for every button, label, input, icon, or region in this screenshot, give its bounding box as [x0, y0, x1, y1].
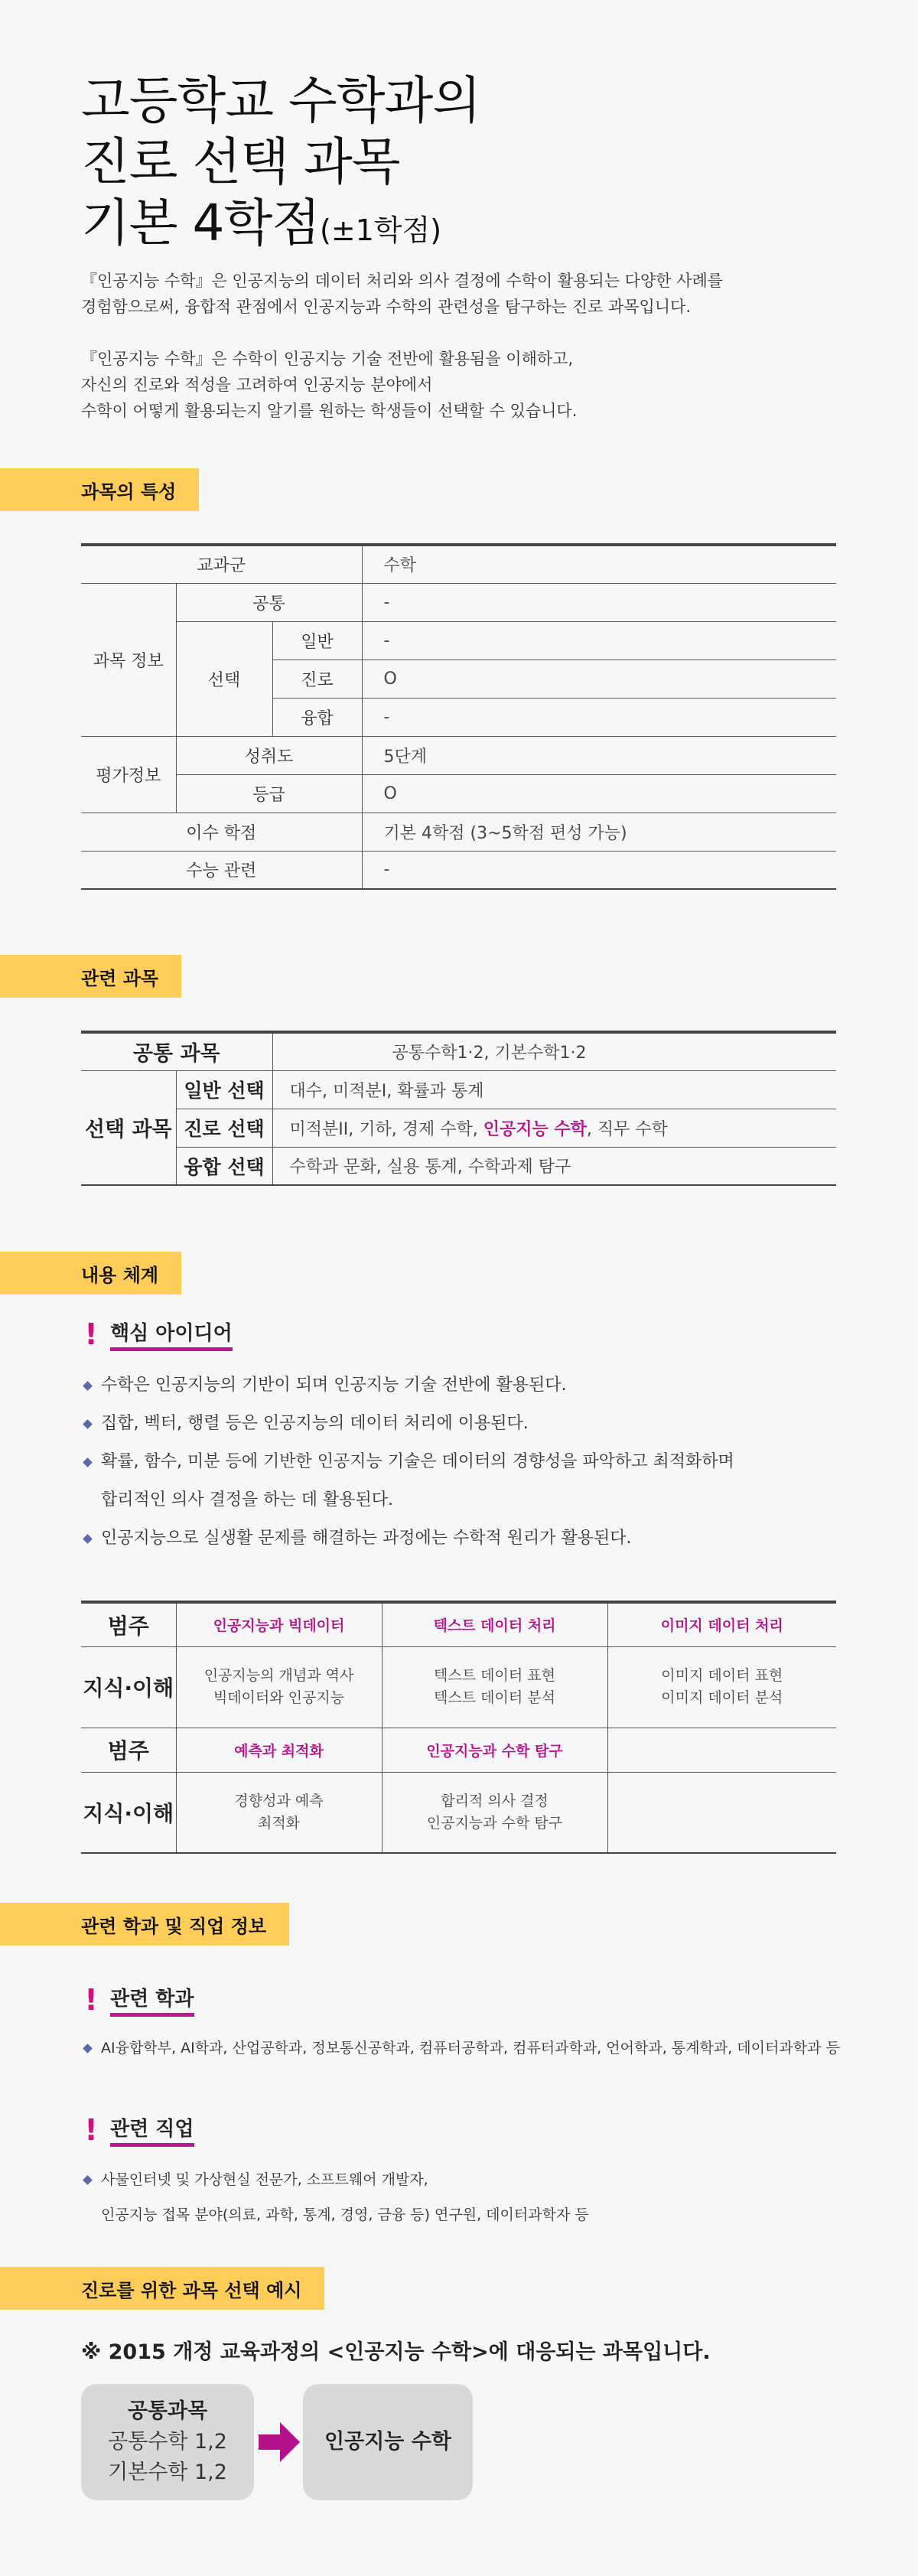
- table-row: [81, 813, 836, 851]
- table-row: [81, 1728, 836, 1772]
- row-value: -: [362, 621, 836, 659]
- box-line: 공통수학 1,2: [108, 2430, 227, 2454]
- cell-line: 인공지능과 수학 탐구: [426, 1814, 563, 1832]
- section-tab-related-subjects: 관련 과목: [0, 955, 181, 998]
- cell-line: 텍스트 데이터 분석: [434, 1689, 555, 1706]
- characteristics-table: [81, 543, 836, 890]
- category-cell: 텍스트 데이터 처리: [382, 1602, 607, 1646]
- right-arrow-icon: [259, 2422, 300, 2462]
- cell-line: 최적화: [257, 1814, 301, 1832]
- row-label: 수능 관련: [81, 851, 362, 889]
- section-tab-characteristics: 과목의 특성: [0, 468, 199, 511]
- row-label: 등급: [176, 774, 362, 813]
- intro-line: 자신의 진로와 적성을 고려하여 인공지능 분야에서: [81, 376, 433, 394]
- box-title: 인공지능 수학: [324, 2430, 451, 2454]
- cell-line: 합리적 의사 결정: [441, 1792, 549, 1809]
- table-row: [81, 1070, 836, 1109]
- row-value: [272, 1109, 836, 1147]
- intro-line: 수학이 어떻게 활용되는지 알기를 원하는 학생들이 선택할 수 있습니다.: [81, 402, 578, 420]
- table-row: [81, 736, 836, 774]
- table-row: [81, 583, 836, 621]
- title-line-1: 고등학교 수학과의: [81, 71, 481, 130]
- row-label: 이수 학점: [81, 813, 362, 851]
- row-label: 선택 과목: [81, 1070, 176, 1185]
- list-item: 수학은 인공지능의 기반이 되며 인공지능 기술 전반에 활용된다.: [81, 1366, 892, 1405]
- core-idea-heading: [81, 1317, 233, 1351]
- row-value: 공통수학1·2, 기본수학1·2: [272, 1032, 836, 1070]
- cell-line: 텍스트 데이터 표현: [434, 1667, 555, 1684]
- row-label: 진로: [272, 659, 362, 698]
- row-label: 지식·이해: [81, 1646, 176, 1728]
- knowledge-cell: [382, 1772, 607, 1853]
- table-row: [81, 774, 836, 813]
- curriculum-note: ※ 2015 개정 교육과정의 <인공지능 수학>에 대응되는 과목입니다.: [81, 2340, 711, 2364]
- common-course-box: [81, 2384, 254, 2500]
- row-value: 수학: [362, 545, 836, 583]
- list-item: 집합, 벡터, 행렬 등은 인공지능의 데이터 처리에 이용된다.: [81, 1405, 892, 1443]
- table-row: [81, 851, 836, 889]
- section-tab-careers: 관련 학과 및 직업 정보: [0, 1903, 289, 1946]
- knowledge-cell: [607, 1646, 836, 1728]
- intro-paragraph-1: [81, 268, 846, 320]
- highlighted-subject: 인공지능 수학: [483, 1119, 587, 1139]
- table-row: [81, 1646, 836, 1728]
- empty-cell: [607, 1728, 836, 1772]
- row-value: O: [362, 774, 836, 813]
- row-label: 평가정보: [81, 736, 176, 813]
- row-value: -: [362, 851, 836, 889]
- row-value: -: [362, 583, 836, 621]
- row-label: 성취도: [176, 736, 362, 774]
- list-item: 확률, 함수, 미분 등에 기반한 인공지능 기술은 데이터의 경향성을 파악하고 최적화하며: [81, 1443, 892, 1481]
- row-label: 일반: [272, 621, 362, 659]
- section-tab-course-example: 진로를 위한 과목 선택 예시: [0, 2267, 324, 2310]
- row-label: 공통 과목: [81, 1032, 272, 1070]
- section-tab-content-system: 내용 체계: [0, 1252, 181, 1295]
- category-cell: 이미지 데이터 처리: [607, 1602, 836, 1646]
- cell-line: 이미지 데이터 표현: [661, 1667, 783, 1684]
- row-value: O: [362, 659, 836, 698]
- row-label: 융합 선택: [176, 1147, 272, 1185]
- table-row: [81, 621, 836, 659]
- table-row: [81, 1772, 836, 1853]
- table-row: [81, 1147, 836, 1185]
- category-cell: 인공지능과 빅데이터: [176, 1602, 382, 1646]
- table-row: [81, 1109, 836, 1147]
- exclamation-icon: !: [84, 1983, 98, 2017]
- box-line: 기본수학 1,2: [108, 2460, 227, 2484]
- exclamation-icon: !: [84, 1317, 98, 1351]
- empty-cell: [607, 1772, 836, 1853]
- row-label: 지식·이해: [81, 1772, 176, 1853]
- title-line-2: 진로 선택 과목: [81, 132, 400, 191]
- box-title: 공통과목: [127, 2399, 208, 2423]
- title-line-3: [81, 193, 480, 261]
- core-idea-title: 핵심 아이디어: [110, 1317, 233, 1351]
- intro-line: 『인공지능 수학』은 수학이 인공지능 기술 전반에 활용됨을 이해하고,: [81, 350, 574, 368]
- list-item: AI융합학부, AI학과, 산업공학과, 정보통신공학과, 컴퓨터공학과, 컴퓨터과학과, 언어학과, 통계학과, 데이터과학과 등: [81, 2031, 892, 2066]
- row-label: 일반 선택: [176, 1070, 272, 1109]
- jobs-heading: [81, 2113, 194, 2147]
- row-value: 기본 4학점 (3~5학점 편성 가능): [362, 813, 836, 851]
- jobs-list: [81, 2162, 892, 2232]
- title-credit: 기본 4학점: [81, 194, 320, 252]
- cell-line: 인공지능의 개념과 역사: [203, 1667, 354, 1684]
- category-cell: 예측과 최적화: [176, 1728, 382, 1772]
- table-row: [81, 1032, 836, 1070]
- jobs-title: 관련 직업: [110, 2113, 194, 2147]
- cell-line: 경향성과 예측: [234, 1792, 324, 1809]
- title-credit-range: (±1학점): [320, 213, 442, 247]
- row-label: 선택: [176, 621, 272, 736]
- row-label: 융합: [272, 698, 362, 736]
- list-item-continuation: 인공지능 접목 분야(의료, 과학, 통계, 경영, 금융 등) 연구원, 데이터과학자 등: [101, 2206, 589, 2223]
- core-idea-list: [81, 1366, 892, 1558]
- cell-line: 이미지 데이터 분석: [661, 1689, 783, 1706]
- career-subjects: 미적분II, 기하, 경제 수학,: [289, 1119, 483, 1139]
- departments-heading: [81, 1983, 194, 2017]
- row-value: -: [362, 698, 836, 736]
- row-label: 공통: [176, 583, 362, 621]
- knowledge-cell: [176, 1772, 382, 1853]
- departments-list: [81, 2031, 892, 2066]
- row-label: 범주: [81, 1728, 176, 1772]
- intro-line: 경험함으로써, 융합적 관점에서 인공지능과 수학의 관련성을 탐구하는 진로 과목입니다.: [81, 298, 692, 316]
- row-value: 수학과 문화, 실용 통계, 수학과제 탐구: [272, 1147, 836, 1185]
- career-subjects-rest: , 직무 수학: [586, 1119, 668, 1139]
- list-item-continuation: 합리적인 의사 결정을 하는 데 활용된다.: [101, 1490, 393, 1509]
- row-value: 대수, 미적분I, 확률과 통계: [272, 1070, 836, 1109]
- intro-line: 『인공지능 수학』은 인공지능의 데이터 처리와 의사 결정에 수학이 활용되는 다양한 사례를: [81, 272, 724, 290]
- category-cell: 인공지능과 수학 탐구: [382, 1728, 607, 1772]
- content-system-table: [81, 1601, 836, 1854]
- knowledge-cell: [382, 1646, 607, 1728]
- list-item: 인공지능으로 실생활 문제를 해결하는 과정에는 수학적 원리가 활용된다.: [81, 1519, 892, 1558]
- knowledge-cell: [176, 1646, 382, 1728]
- table-row: [81, 1602, 836, 1646]
- row-label: 진로 선택: [176, 1109, 272, 1147]
- page-title: [81, 70, 480, 261]
- list-item: 사물인터넷 및 가상현실 전문가, 소프트웨어 개발자,: [81, 2162, 892, 2197]
- table-row: [81, 545, 836, 583]
- related-subjects-table: [81, 1031, 836, 1186]
- ai-math-box: [303, 2384, 473, 2500]
- departments-title: 관련 학과: [110, 1983, 194, 2017]
- row-value: 5단계: [362, 736, 836, 774]
- row-label: 범주: [81, 1602, 176, 1646]
- cell-line: 빅데이터와 인공지능: [213, 1689, 345, 1706]
- intro-paragraph-2: [81, 346, 846, 424]
- row-label: 과목 정보: [81, 583, 176, 736]
- exclamation-icon: !: [84, 2113, 98, 2147]
- row-label: 교과군: [81, 545, 362, 583]
